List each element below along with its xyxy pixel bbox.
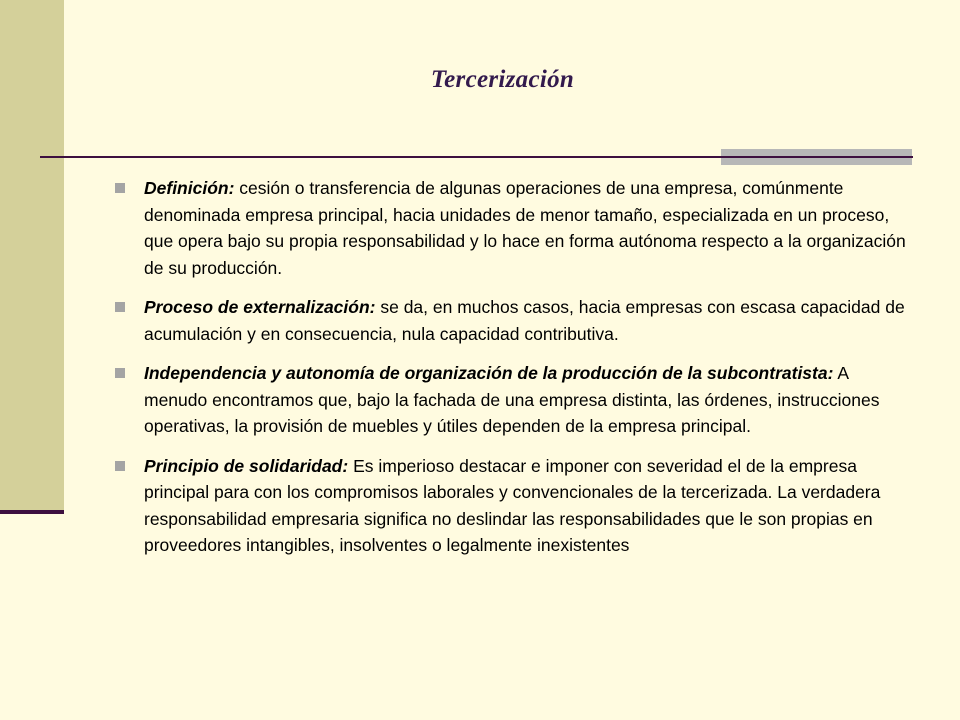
slide-title: Tercerización [430, 66, 575, 93]
bullet-list [115, 175, 915, 572]
left-bar-underline [0, 510, 64, 514]
title-rule-accent-line [721, 156, 912, 158]
square-bullet-icon [115, 461, 125, 471]
bullet-text: cesión o transferencia de algunas operaciones de una empresa, comúnmente denominada empresa principal, hacia unidades de menor tamaño, especializada en un proceso, que opera bajo su propia responsabilidad y lo hace en forma autónoma respecto a la organización de su producción. [144, 178, 906, 278]
square-bullet-icon [115, 302, 125, 312]
bullet-term: Proceso de externalización: [144, 297, 376, 317]
bullet-independencia [115, 360, 915, 440]
bullet-term: Definición: [144, 178, 235, 198]
bullet-term: Principio de solidaridad: [144, 455, 349, 476]
bullet-text: se da, en muchos casos, hacia empresas con escasa capacidad de acumulación y en consecuencia, nula capacidad contributiva. [144, 297, 905, 344]
square-bullet-icon [115, 183, 125, 193]
bullet-definicion [115, 175, 915, 281]
bullet-text: Es imperioso destacar e imponer con severidad el de la empresa principal para con los compromisos laborales y convencionales de la tercerizada. La verdadera responsabilidad empresaria significa no deslindar las responsabilidades que le son propias en proveedores intangibles, insolventes o legalmente inexistentes [144, 455, 881, 555]
bullet-text: A menudo encontramos que, bajo la fachada de una empresa distinta, las órdenes, instrucciones operativas, la provisión de muebles y útiles dependen de la empresa principal. [144, 363, 880, 436]
bullet-term: Independencia y autonomía de organización de la producción de la subcontratista: [144, 363, 834, 383]
bullet-solidaridad [115, 453, 915, 559]
square-bullet-icon [115, 368, 125, 378]
bullet-externalizacion [115, 294, 915, 347]
